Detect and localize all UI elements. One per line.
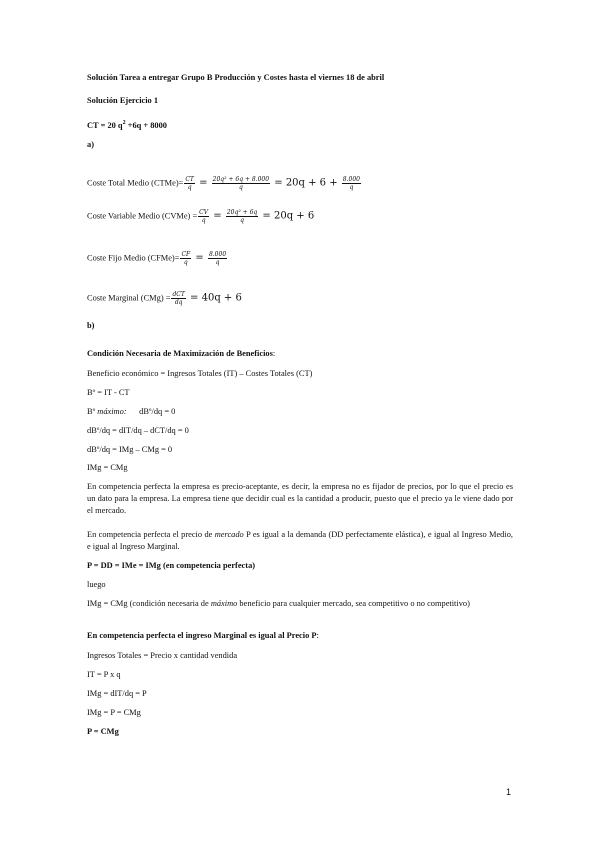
- paragraph-competition: En competencia perfecta la empresa es precio-aceptante, es decir, la empresa no es fijador de precios, por lo que el precio es un dato para la empresa. La empresa tiene que decidir cual es la cantidad a producir, puesto que el precio ya le viene dado por el mercado.: [87, 482, 513, 515]
- profit-equation: Bº = IT - CT: [87, 388, 130, 397]
- average-variable-cost: Coste Variable Medio (CVMe) = $\frac{CV}{q}$ = $\frac{\text{20q² + 6q}}{q}$ = 20q + 6: [87, 209, 315, 224]
- average-fixed-cost: Coste Fijo Medio (CFMe)= $\frac{CF}{q}$ = $\frac{8.000}{q}$: [87, 251, 227, 266]
- competition-equality: P = DD = IMe = IMg (en competencia perfecta): [87, 561, 256, 570]
- derivative-equation-1: dBº/dq = dIT/dq – dCT/dq = 0: [87, 426, 189, 435]
- paragraph-condition: IMg = CMg (condición necesaria de máximo beneficio para cualquier mercado, sea competitivo o no competitivo): [87, 599, 470, 608]
- condition-heading: Condición Necesaria de Maximización de Beneficios:: [87, 349, 276, 358]
- page-number: 1: [506, 787, 512, 797]
- cost-function: CT = 20 $q^2 +6q + 8000$: [87, 120, 167, 130]
- final-condition: P = CMg: [87, 727, 119, 736]
- marginal-revenue-equation: IMg = dIT/dq = P: [87, 689, 147, 698]
- luego-text: luego: [87, 580, 106, 589]
- paragraph-price: En competencia perfecta el precio de mercado P es igual a la demanda (DD perfectamente elástica), e igual al Ingreso Medio, e igual al Ingreso Marginal.: [87, 530, 513, 551]
- document-subtitle: Solución Ejercicio 1: [87, 96, 159, 105]
- average-total-cost: Coste Total Medio (CTMe)= $\frac{CT}{q}$ = $\frac{\text{20q² + 6q + 8.000}}{q}$ = 20q + 6 + $\frac{8.000}{q}$: [87, 176, 360, 191]
- derivative-equation-2: dBº/dq = IMg – CMg = 0: [87, 445, 173, 454]
- competition-heading: En competencia perfecta el ingreso Marginal es igual al Precio P:: [87, 631, 319, 640]
- part-a-label: a): [87, 140, 94, 149]
- img-equals-cmg: IMg = CMg: [87, 463, 128, 472]
- profit-definition: Beneficio económico = Ingresos Totales (IT) – Costes Totales (CT): [87, 369, 313, 378]
- marginal-cost: Coste Marginal (CMg) = $\frac{\text{dCT}}{dq}$ = 40q + 6: [87, 291, 242, 306]
- profit-max-condition: Bº máximo: dBº/dq = 0: [87, 407, 176, 416]
- total-revenue-definition: Ingresos Totales = Precio x cantidad vendida: [87, 651, 238, 660]
- marginal-revenue-price: IMg = P = CMg: [87, 708, 141, 717]
- total-revenue-equation: IT = P x q: [87, 670, 121, 679]
- part-b-label: b): [87, 321, 95, 330]
- document-title: Solución Tarea a entregar Grupo B Producción y Costes hasta el viernes 18 de abril: [87, 73, 385, 82]
